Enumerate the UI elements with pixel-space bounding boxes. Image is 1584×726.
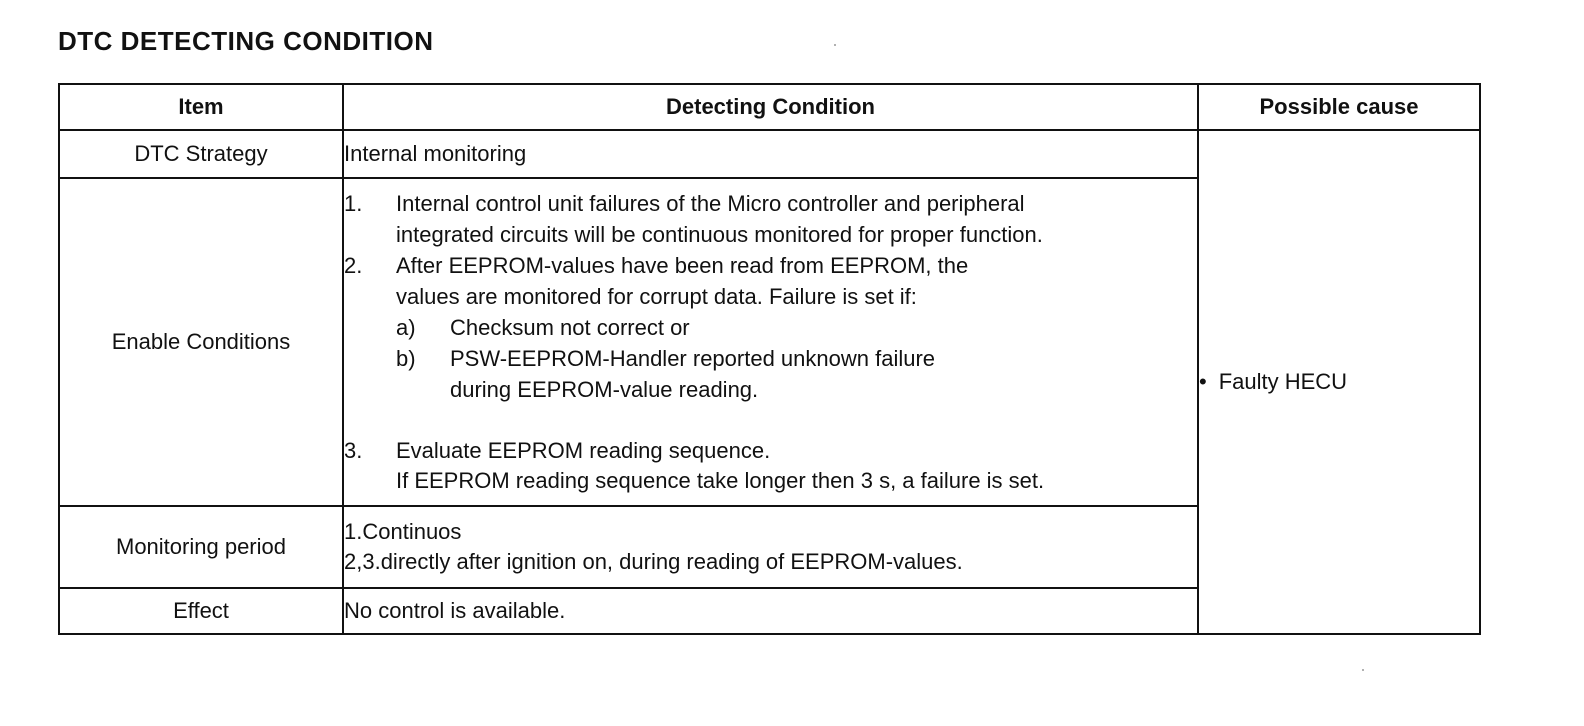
row-dtc-strategy-label: DTC Strategy [59,130,343,178]
table-header-row [59,84,1480,130]
row-monitoring-period-label: Monitoring period [59,506,343,588]
strategy-text: Internal monitoring [344,141,527,166]
condition-item-2a: a) Checksum not correct or [396,315,690,340]
table-row [59,130,1480,178]
header-detecting-condition: Detecting Condition [343,84,1198,130]
condition-item-3-detail: If EEPROM reading sequence take longer then 3 s, a failure is set. [396,468,1045,493]
row-effect-label: Effect [59,588,343,634]
dtc-condition-table [58,83,1481,635]
condition-item-2b: b) PSW-EEPROM-Handler reported unknown failure during EEPROM-value reading. [396,346,936,402]
header-possible-cause: Possible cause [1198,84,1480,130]
bullet-icon: • [1199,369,1207,394]
row-monitoring-period-value: 1.Continuos 2,3.directly after ignition on, during reading of EEPROM-values. [343,506,1198,588]
possible-cause-text: Faulty HECU [1218,369,1348,394]
header-item: Item [59,84,343,130]
possible-cause-cell [1198,130,1480,634]
condition-item-3: 3. Evaluate EEPROM reading sequence. [344,438,771,463]
condition-item-1: 1. Internal control unit failures of the Micro controller and peripheral integrated circuits will be continuous monitored for proper function. [344,191,1043,247]
row-dtc-strategy-value [343,130,1198,178]
condition-item-2: 2. After EEPROM-values have been read from EEPROM, the values are monitored for corrupt data. Failure is set if: a) Checksum not correct or b) PSW-EEPROM-Handler reported unknown failure during EEPROM-value reading. [344,250,1197,405]
row-effect-value: No control is available. [343,588,1198,634]
page-title: DTC DETECTING CONDITION [58,26,434,56]
row-enable-conditions-value [343,178,1198,506]
scan-speck [834,44,836,46]
scan-speck [1362,669,1364,671]
spacer [344,405,1197,435]
row-enable-conditions-label: Enable Conditions [59,178,343,506]
